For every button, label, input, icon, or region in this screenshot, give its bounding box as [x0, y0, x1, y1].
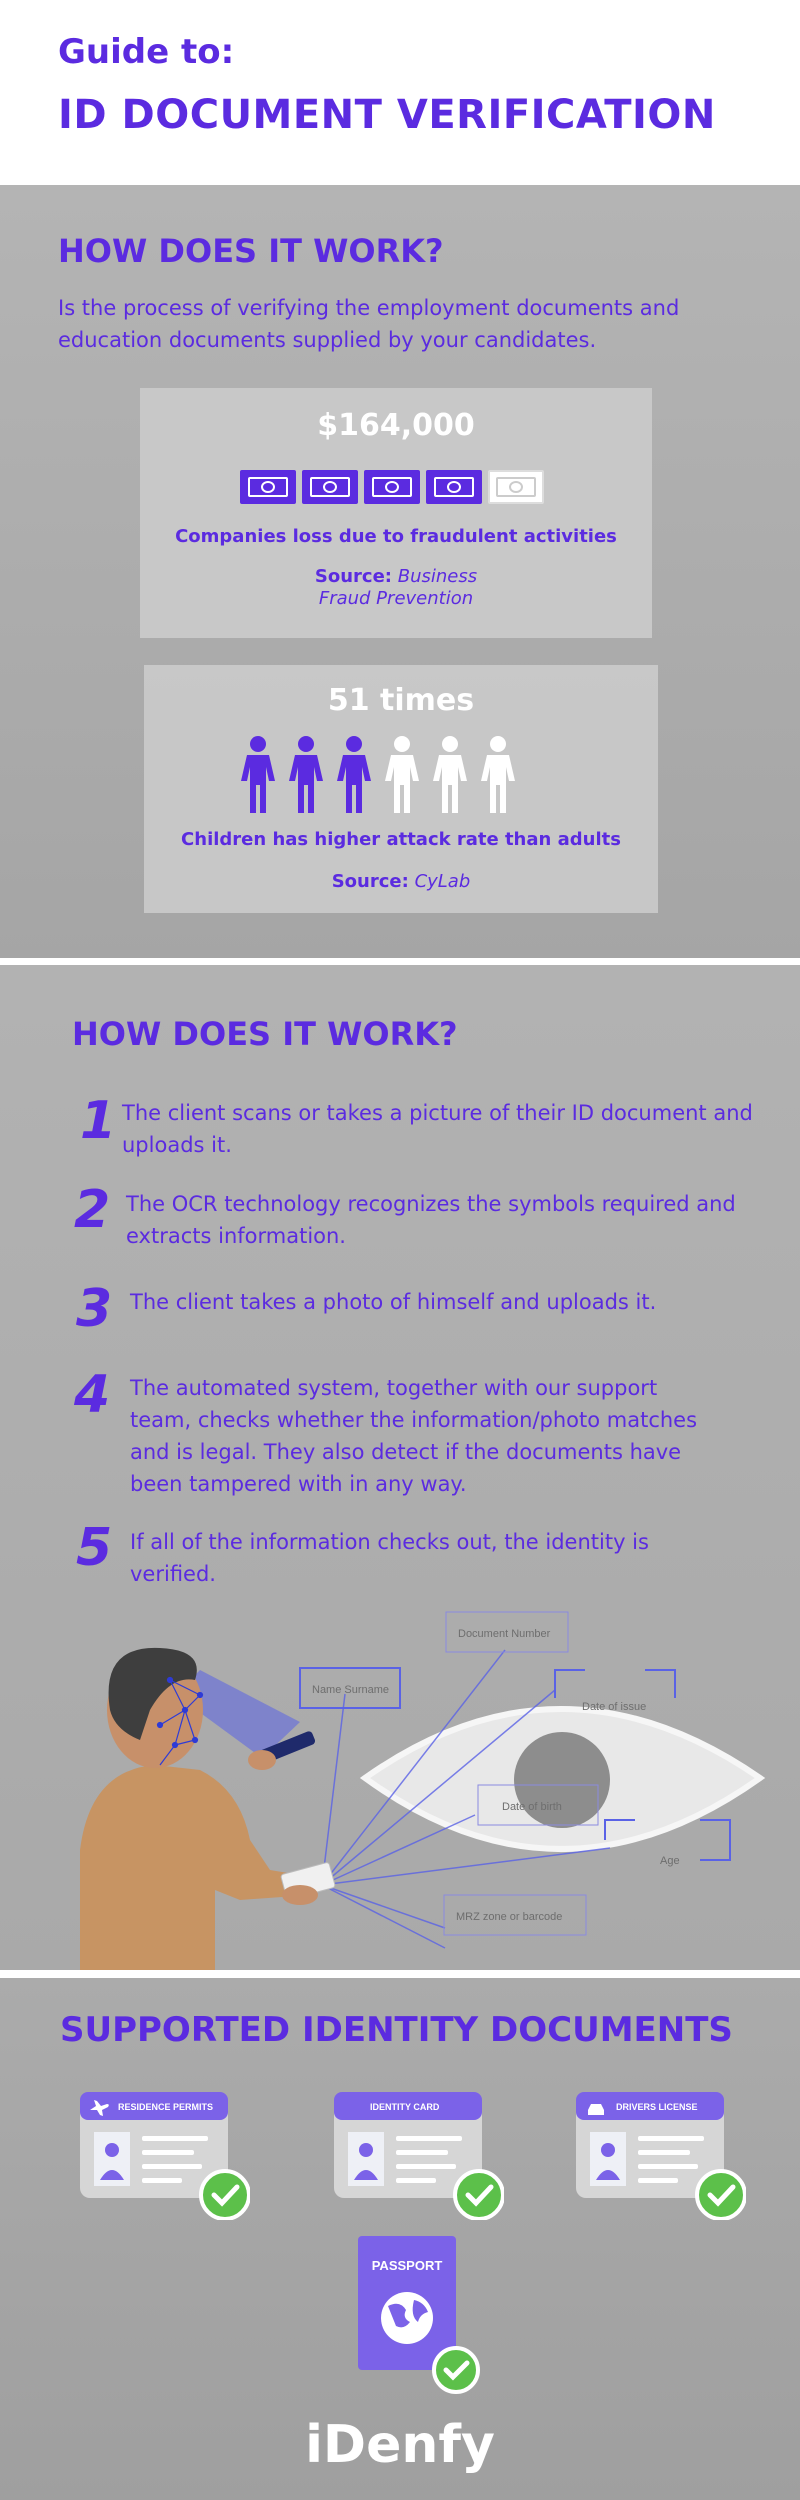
verification-illustration [0, 1600, 800, 1970]
source-name: CyLab [414, 871, 471, 892]
bill-icon [364, 470, 420, 504]
bill-icon [240, 470, 296, 504]
idenfy-logo: iDenfy [305, 2415, 495, 2475]
check-icon [201, 2171, 249, 2219]
label-mrz: MRZ zone or barcode [456, 1911, 563, 1923]
stat-value: $164,000 [317, 408, 475, 443]
divider [0, 1970, 800, 1975]
person-icon [286, 735, 326, 819]
source-name-line1: Business [397, 566, 478, 587]
stat-value: 51 times [327, 683, 475, 718]
step-text: The automated system, together with our support team, checks whether the information/photo matches and is legal. They also detect if the documents have been tampered with in any way. [130, 1376, 698, 1496]
drivers-license-card [576, 2092, 746, 2224]
bill-icon [488, 470, 544, 504]
step-number: 5 [76, 1518, 113, 1578]
step-number: 2 [74, 1180, 111, 1240]
label-date-of-birth: Date of birth [502, 1801, 562, 1813]
section-heading: HOW DOES IT WORK? [72, 1015, 458, 1053]
stat-source [140, 566, 652, 610]
people-row [238, 735, 558, 815]
label-age: Age [660, 1855, 680, 1867]
person-icon [334, 735, 374, 819]
guide-label: Guide to: [58, 32, 235, 72]
source-label: Source: [314, 566, 392, 587]
section-heading: SUPPORTED IDENTITY DOCUMENTS [60, 2010, 733, 2050]
car-icon [588, 2104, 604, 2115]
identity-card-card [334, 2092, 504, 2224]
stat-card-children [144, 665, 658, 913]
bill-row [240, 470, 560, 504]
card-label: DRIVERS LICENSE [616, 2102, 698, 2112]
person-icon [430, 735, 470, 819]
person-icon [382, 735, 422, 819]
check-icon [434, 2348, 478, 2392]
stat-caption: Companies loss due to fraudulent activities [175, 526, 617, 547]
card-label: IDENTITY CARD [370, 2102, 440, 2112]
step-number: 4 [74, 1365, 111, 1425]
step-number: 3 [76, 1279, 113, 1339]
step-text: The client takes a photo of himself and uploads it. [130, 1290, 657, 1314]
label-document-number: Document Number [458, 1628, 551, 1640]
bill-icon [302, 470, 358, 504]
eye-pupil [514, 1732, 610, 1828]
person-icon [238, 735, 278, 819]
stat-caption: Children has higher attack rate than adults [181, 829, 621, 850]
stat-card-loss [140, 388, 652, 638]
source-label: Source: [331, 871, 409, 892]
check-icon [697, 2171, 745, 2219]
intro-text: Is the process of verifying the employment documents and education documents supplied by your candidates. [58, 296, 680, 352]
check-icon [455, 2171, 503, 2219]
section-heading: HOW DOES IT WORK? [58, 232, 444, 270]
card-label: RESIDENCE PERMITS [118, 2102, 214, 2112]
step-text: The OCR technology recognizes the symbols required and extracts information. [126, 1192, 736, 1248]
globe-icon [381, 2292, 433, 2344]
bill-icon [426, 470, 482, 504]
step-text: The client scans or takes a picture of their ID document and uploads it. [122, 1101, 753, 1157]
step-number: 1 [80, 1091, 117, 1151]
divider [0, 958, 800, 963]
label-date-of-issue: Date of issue [582, 1701, 647, 1713]
source-name-line2: Fraud Prevention [318, 588, 474, 609]
step-text: If all of the information checks out, the identity is verified. [130, 1530, 649, 1586]
stat-source [144, 871, 658, 893]
page-title: ID DOCUMENT VERIFICATION [58, 92, 716, 138]
passport-label: PASSPORT [371, 2258, 443, 2273]
residence-permit-card [80, 2092, 250, 2224]
person-icon [478, 735, 518, 819]
passport-card [358, 2236, 488, 2400]
label-name-surname: Name Surname [312, 1684, 390, 1696]
